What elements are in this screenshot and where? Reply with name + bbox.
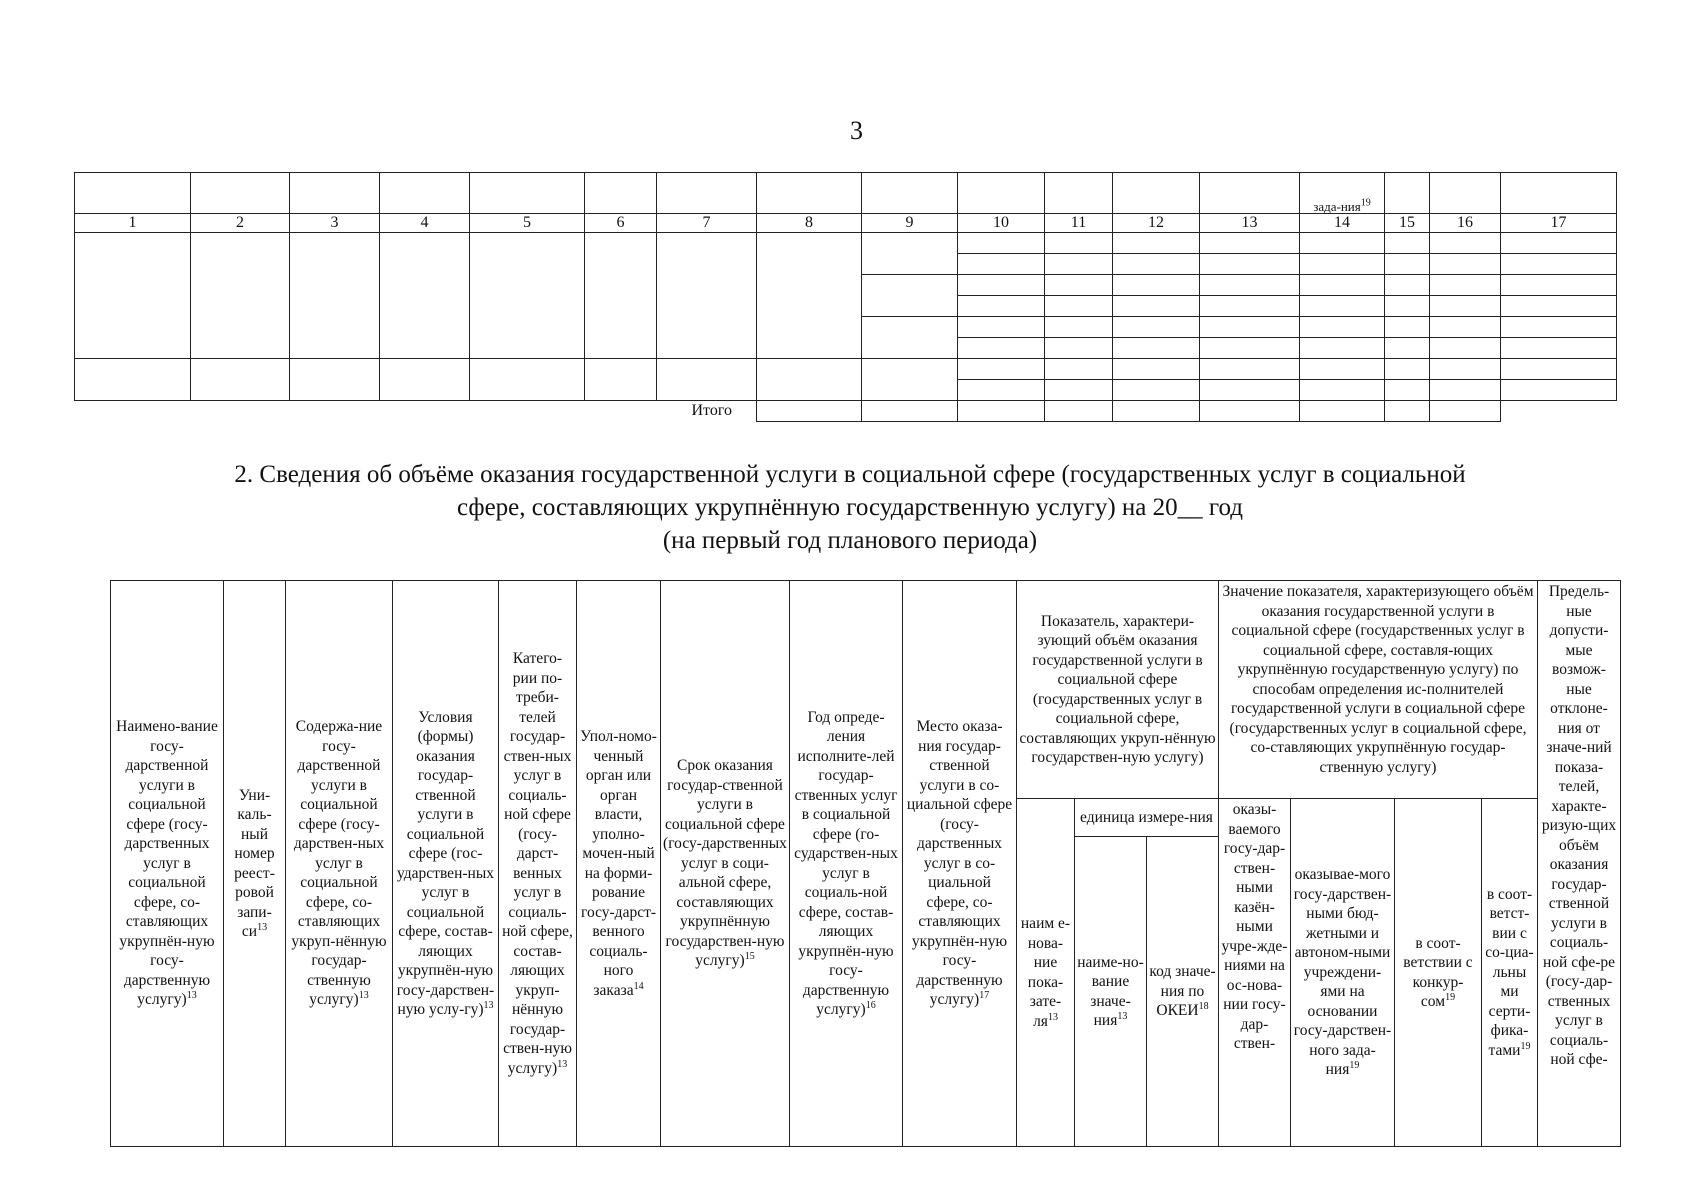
col-number: 11 — [1045, 214, 1113, 233]
header-registry-number: Уни-каль-ный номер реест-ровой запи-$си^{13}$ — [224, 581, 286, 1147]
col-number: 6 — [585, 214, 657, 233]
section-title-line3: (на первый год планового периода) — [662, 527, 1038, 554]
header-value-certificates: в соот-ветст-вии с со-циа-льны ми серти-фика-тами$^{19}$ — [1482, 799, 1538, 1147]
header-value-competition: в соот-ветствии с конкур-сом$^{19}$ — [1395, 799, 1482, 1147]
header-service-name: Наимено-вание госу-дарственной услуги в социальной сфере (госу-дарственных услуг в социальной сфере, со-ставляющих укрупнён-ную госу-дарственную услугу)$^{13}$ — [111, 581, 224, 1147]
header-unit-name: наиме-но-вание значе-ния$^{13}$ — [1075, 837, 1147, 1147]
col-number: 13 — [1200, 214, 1300, 233]
table-row — [75, 359, 1617, 380]
col-number: 14 — [1300, 214, 1385, 233]
header-indicator-value-group: Значение показателя, характеризующего объём оказания государственной услуги в социальной сфере (государственных услуг в социальной сфере, составля-ющих укрупнённую государственную услугу) по способам определения ис-полнителей государственной услуги в социальной сфере (государственных услуг в социальной сфере, со-ставляющих укрупнённую государ-ственную услугу) — [1219, 581, 1538, 799]
main-header-row-1 — [111, 581, 1621, 799]
total-row — [75, 401, 1617, 422]
col-number: 8 — [757, 214, 862, 233]
col-number: 7 — [657, 214, 757, 233]
col-number: 3 — [290, 214, 380, 233]
header-allowed-deviations: Предель-ные допусти-мые возмож-ные отклоне-ния от значе-ний показа-телей, характе-ризую-щих объём оказания государ-ственной услуги в социаль-ной сфе-ре (госу-дар-ственных услуг в социаль-ной сфе- — [1538, 581, 1621, 1147]
page-number: 3 — [850, 116, 863, 145]
main-table — [110, 580, 1621, 1147]
col-number: 5 — [470, 214, 585, 233]
header-service-content: Содержа-ние госу-дарственной услуги в социальной сфере (госу-дарствен-ных услуг в социальной сфере, со-ставляющих укруп-нённую государ-ственную услугу)$^{13}$ — [286, 581, 393, 1147]
header-service-conditions: Условия (формы) оказания государ-ственной услуги в социальной сфере (гос-ударствен-ных услуг в социальной сфере, состав-ляющих укрупнён-ную госу-дарствен-ную услу-гу)$^{13}$ — [393, 581, 499, 1147]
top-table-number-row — [75, 214, 1617, 233]
col-number: 17 — [1501, 214, 1617, 233]
header-value-budget-institutions: оказывае-мого госу-дарствен-ными бюд-жетными и автоном-ными учреждени-ями на основании госу-дарствен-ного зада-ния$^{19}$ — [1291, 799, 1395, 1147]
col-number: 16 — [1430, 214, 1501, 233]
header-determination-year: Год опреде-ления исполните-лей государ-ственных услуг в социальной сфере (го-сударствен-ных услуг в социаль-ной сфере, состав-ляющих укрупнён-ную госу-дарственную услугу)$^{16}$ — [790, 581, 903, 1147]
header-value-state-institutions: оказы-ваемого госу-дар-ствен-ными казён-ными учре-жде-ниями на ос-нова-нии госу-дар-ствен- — [1219, 799, 1291, 1147]
header-service-term: Срок оказания государ-ственной услуги в социальной сфере (госу-дарственных услуг в соци-альной сфере, составляющих укрупнённую государствен-ную услугу)$^{15}$ — [661, 581, 790, 1147]
header-indicator-name: наим е-нова-ние пока-$зате-ля^{13}$ — [1017, 799, 1075, 1147]
col-number: 2 — [191, 214, 290, 233]
top-table — [74, 172, 1617, 422]
col-number: 4 — [380, 214, 470, 233]
col-number: 15 — [1385, 214, 1430, 233]
header-unit-group: единица измере-ния — [1075, 799, 1219, 837]
col-number: 9 — [862, 214, 958, 233]
total-label: Итого — [691, 402, 732, 420]
header-volume-indicator-group: Показатель, характери-зующий объём оказания государственной услуги в социальной сфере (государственных услуг в социальной сфере, составляющих укруп-нённую государствен-ную услугу) — [1017, 581, 1219, 799]
header-consumer-categories: Катего-рии по-треби-телей государ-ствен-ных услуг в социаль-ной сфере (госу-дарст-венных услуг в социаль-ной сфере, состав-ляющих укруп-нённую государ-ствен-ную услугу)$^{13}$ — [499, 581, 577, 1147]
section-title-line2: сфере, составляющих укрупнённую государственную услугу) на 20__ год — [456, 494, 1244, 521]
header-authorized-body: Упол-номо-ченный орган или орган власти, уполно-мочен-ный на форми-рование госу-дарст-венного социаль-ного заказа$^{14}$ — [577, 581, 661, 1147]
col-number: 10 — [958, 214, 1045, 233]
col-number: 12 — [1113, 214, 1200, 233]
section-title-line1: 2. Сведения об объёме оказания государственной услуги в социальной сфере (государственных услуг в социальной — [234, 461, 1466, 488]
header-service-place: Место оказа-ния государ-ственной услуги в со-циальной сфере (госу-дарственных услуг в со-циальной сфере, со-ставляющих укрупнён-ную госу-дарственную услугу)$^{17}$ — [903, 581, 1017, 1147]
top-header-cell-14: зада-ния$^{19}$ — [1300, 173, 1385, 214]
col-number: 1 — [75, 214, 191, 233]
table-row — [75, 233, 1617, 254]
top-table-header-row — [75, 173, 1617, 214]
header-unit-code: код значе-ния по ОКЕИ$^{18}$ — [1147, 837, 1219, 1147]
